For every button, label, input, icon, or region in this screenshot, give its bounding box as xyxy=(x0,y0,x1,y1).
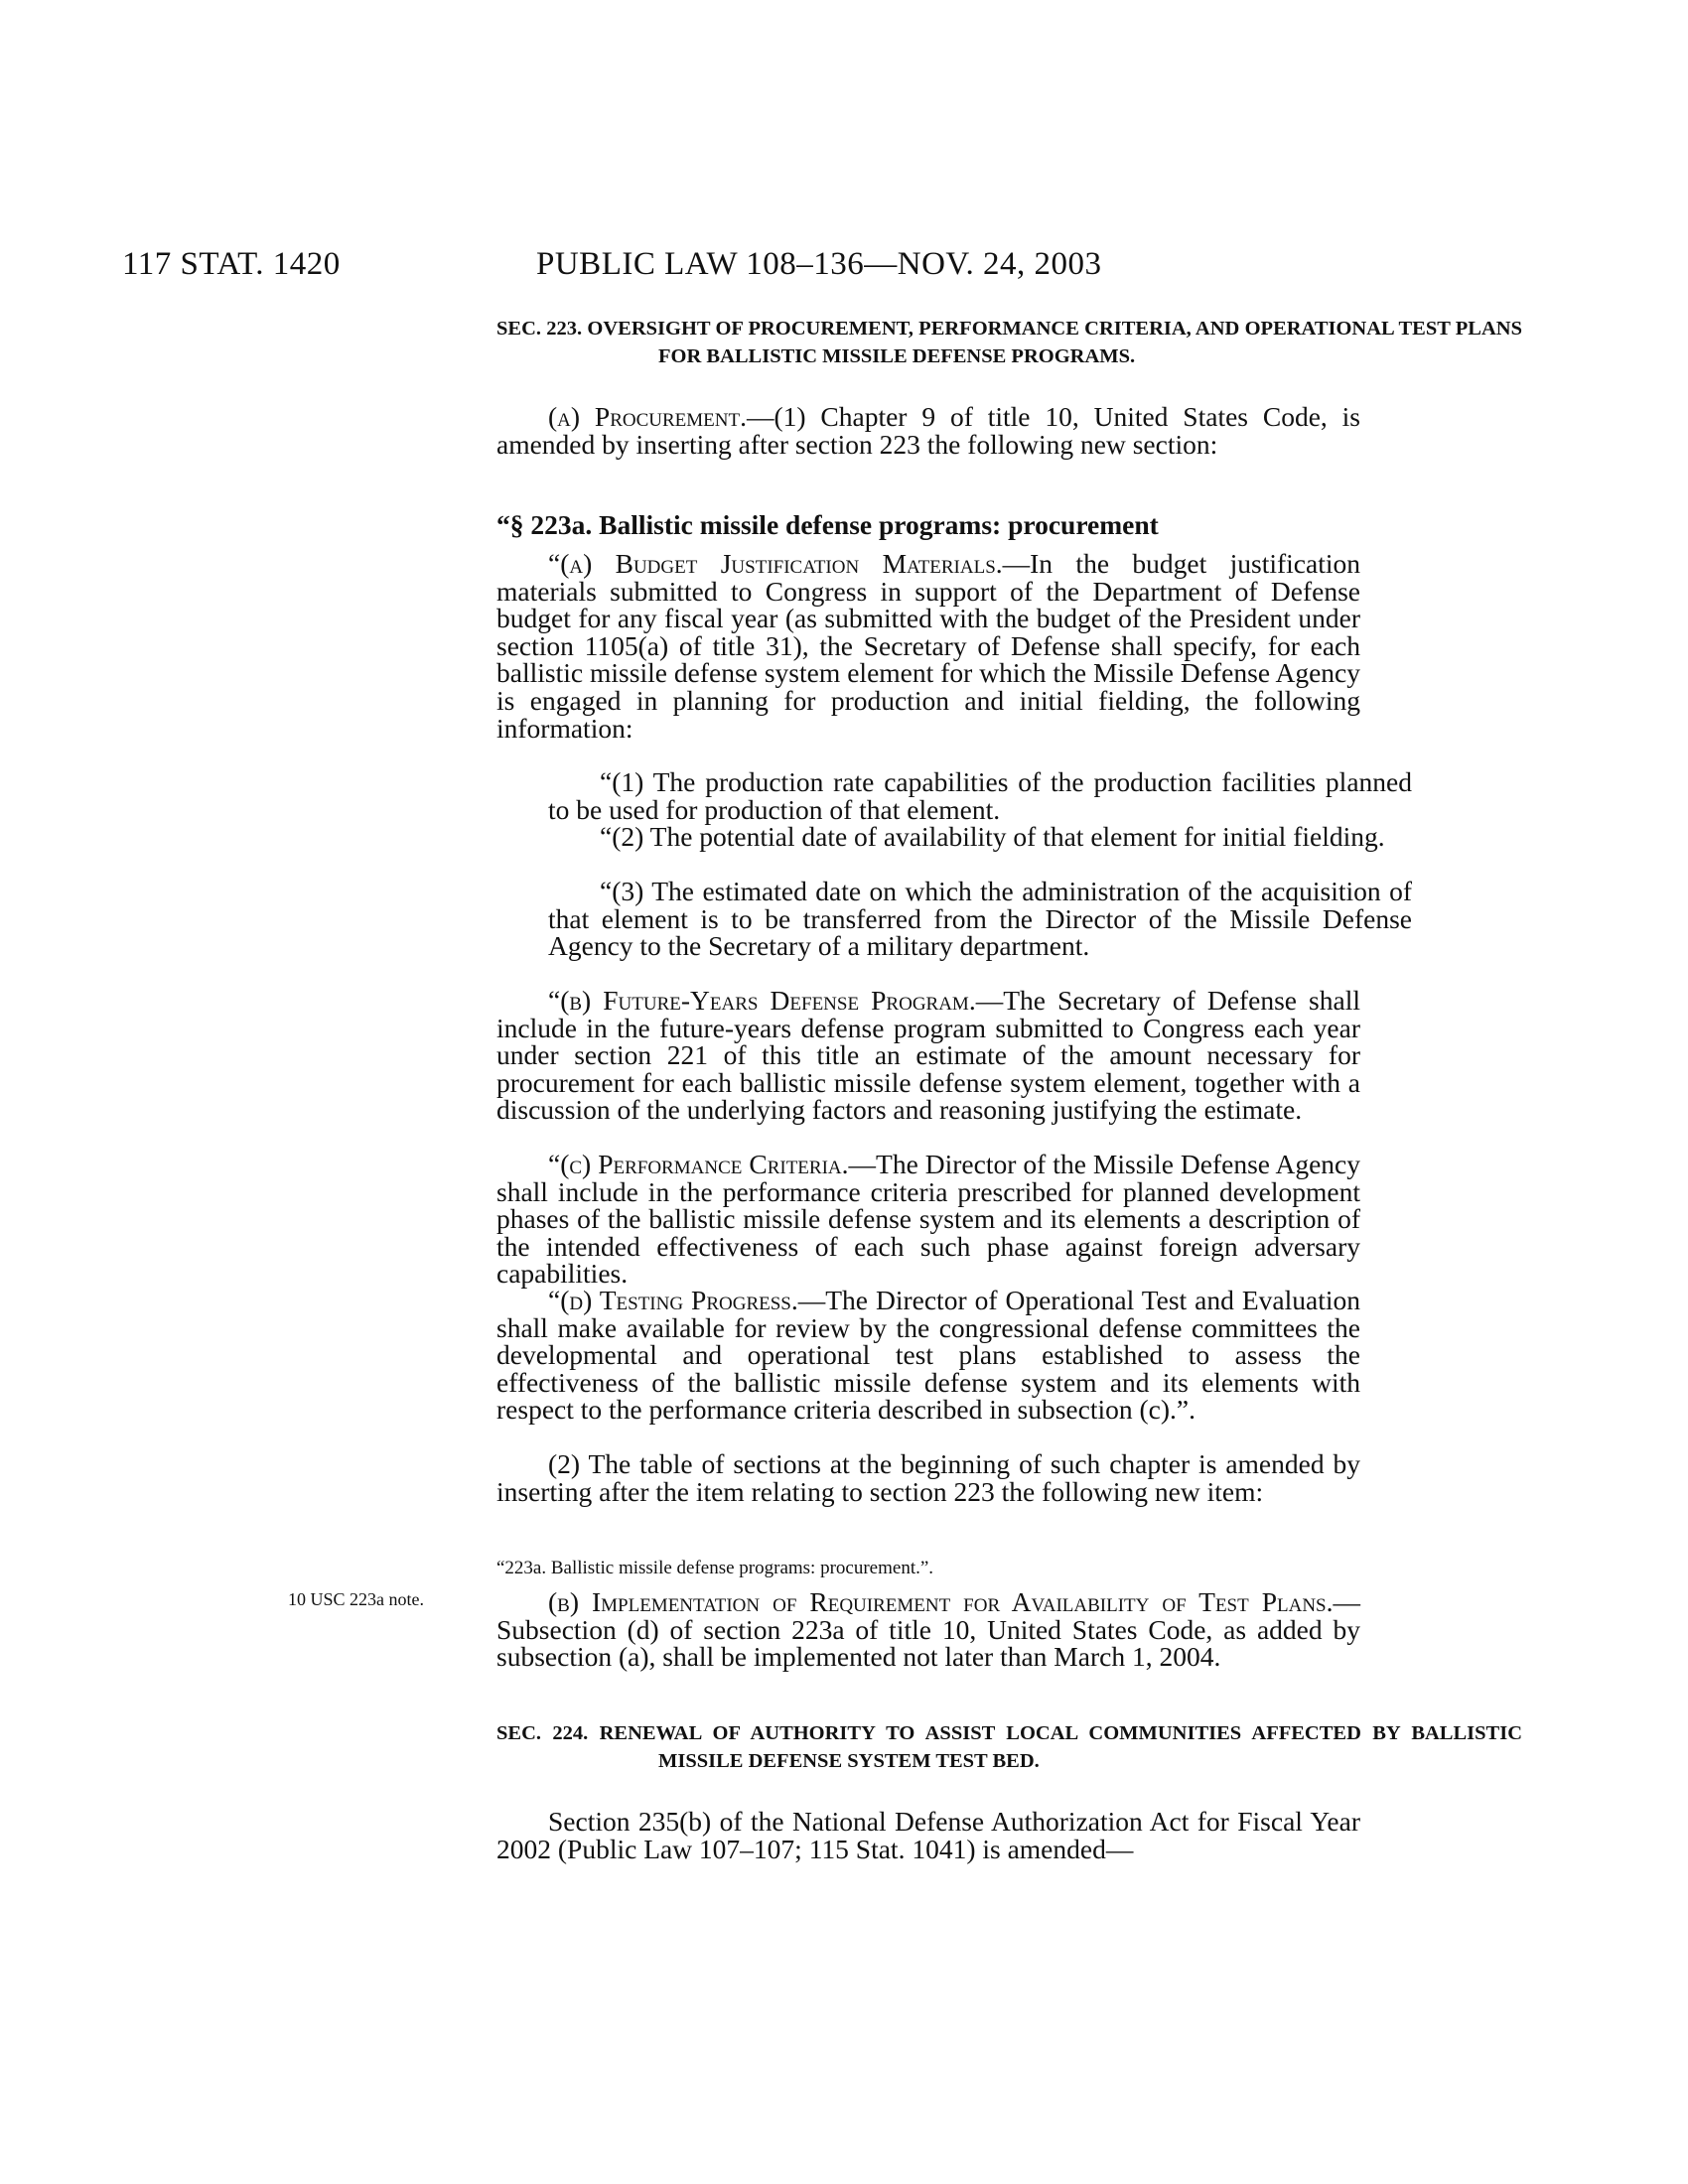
performance-criteria-text: —The Director of the Missile Defense Agency shall include in the performance criteria prescribed for planned development phases of the ballistic missile defense system and its elements a description of the intended effectiveness of each such phase against foreign adversary capabilities. xyxy=(496,1149,1360,1290)
list-item: “(1) The production rate capabilities of the production facilities planned to be used for production of that element. xyxy=(548,766,1412,825)
new-section-title: “§ 223a. Ballistic missile defense programs: procurement xyxy=(496,509,1159,540)
section-224-text: Section 235(b) of the National Defense Authorization Act for Fiscal Year 2002 (Public Law 107–107; 115 Stat. 1041) is amended— xyxy=(496,1806,1360,1864)
subsection-a-procurement xyxy=(496,403,1360,458)
margin-note: 10 USC 223a note. xyxy=(288,1589,424,1609)
future-years-label: “(b) Future-Years Defense Program. xyxy=(548,985,976,1016)
future-years-defense-program-paragraph xyxy=(496,987,1360,1124)
subsection-a-label: (a) Procurement. xyxy=(548,401,747,432)
performance-criteria-paragraph xyxy=(496,1151,1360,1288)
statute-page-number: 117 STAT. 1420 xyxy=(122,246,341,282)
future-years-text: —The Secretary of Defense shall include in the future-years defense program submitted to Congress each year under section 221 of this title an estimate of the amount necessary for procurement for each ballistic missile defense system element, together with a discussion of the underlying factors and reasoning justifying the estimate. xyxy=(496,985,1360,1126)
budget-justification-paragraph xyxy=(496,550,1360,742)
paragraph-2-table-of-sections: (2) The table of sections at the beginning of such chapter is amended by inserting after the item relating to section 223 the following new item: xyxy=(496,1448,1360,1507)
testing-progress-label: “(d) Testing Progress. xyxy=(548,1285,798,1315)
running-header: PUBLIC LAW 108–136—NOV. 24, 2003 xyxy=(536,246,1102,282)
section-223-heading: SEC. 223. OVERSIGHT OF PROCUREMENT, PERFORMANCE CRITERIA, AND OPERATIONAL TEST PLANS FOR BALLISTIC MISSILE DEFENSE PROGRAMS. xyxy=(496,318,1522,367)
subsection-b-text: —Subsection (d) of section 223a of title 10, United States Code, as added by subsection (a), shall be implemented not later than March 1, 2004. xyxy=(496,1586,1360,1673)
testing-progress-paragraph xyxy=(496,1287,1360,1424)
table-of-sections-item: “223a. Ballistic missile defense programs: procurement.”. xyxy=(496,1558,934,1578)
section-224-heading: SEC. 224. RENEWAL OF AUTHORITY TO ASSIST LOCAL COMMUNITIES AFFECTED BY BALLISTIC MISSILE DEFENSE SYSTEM TEST BED. xyxy=(496,1722,1522,1772)
performance-criteria-label: “(c) Performance Criteria. xyxy=(548,1149,849,1179)
testing-progress-text: —The Director of Operational Test and Evaluation shall make available for review by the congressional defense committees the developmental and operational test plans established to assess the effectiveness of the ballistic missile defense system and its elements with respect to the performance criteria described in subsection (c).”. xyxy=(496,1285,1360,1426)
budget-justification-text: —In the budget justification materials submitted to Congress in support of the Department of Defense budget for any fiscal year (as submitted with the budget of the President under section 1105(a) of title 31), the Secretary of Defense shall specify, for each ballistic missile defense system element for which the Missile Defense Agency is engaged in planning for production and initial fielding, the following information: xyxy=(496,548,1360,744)
subsection-b-implementation xyxy=(496,1588,1360,1671)
subsection-b-label: (b) Implementation of Requirement for Availability of Test Plans. xyxy=(548,1586,1334,1617)
list-item: “(3) The estimated date on which the administration of the acquisition of that element is to be transferred from the Director of the Missile Defense Agency to the Secretary of a military department. xyxy=(548,876,1412,962)
budget-justification-label: “(a) Budget Justification Materials. xyxy=(548,548,1003,579)
subsection-a-text: —(1) Chapter 9 of title 10, United States Code, is amended by inserting after section 223 the following new section: xyxy=(496,401,1360,460)
list-item: “(2) The potential date of availability of that element for initial fielding. xyxy=(600,821,1385,852)
